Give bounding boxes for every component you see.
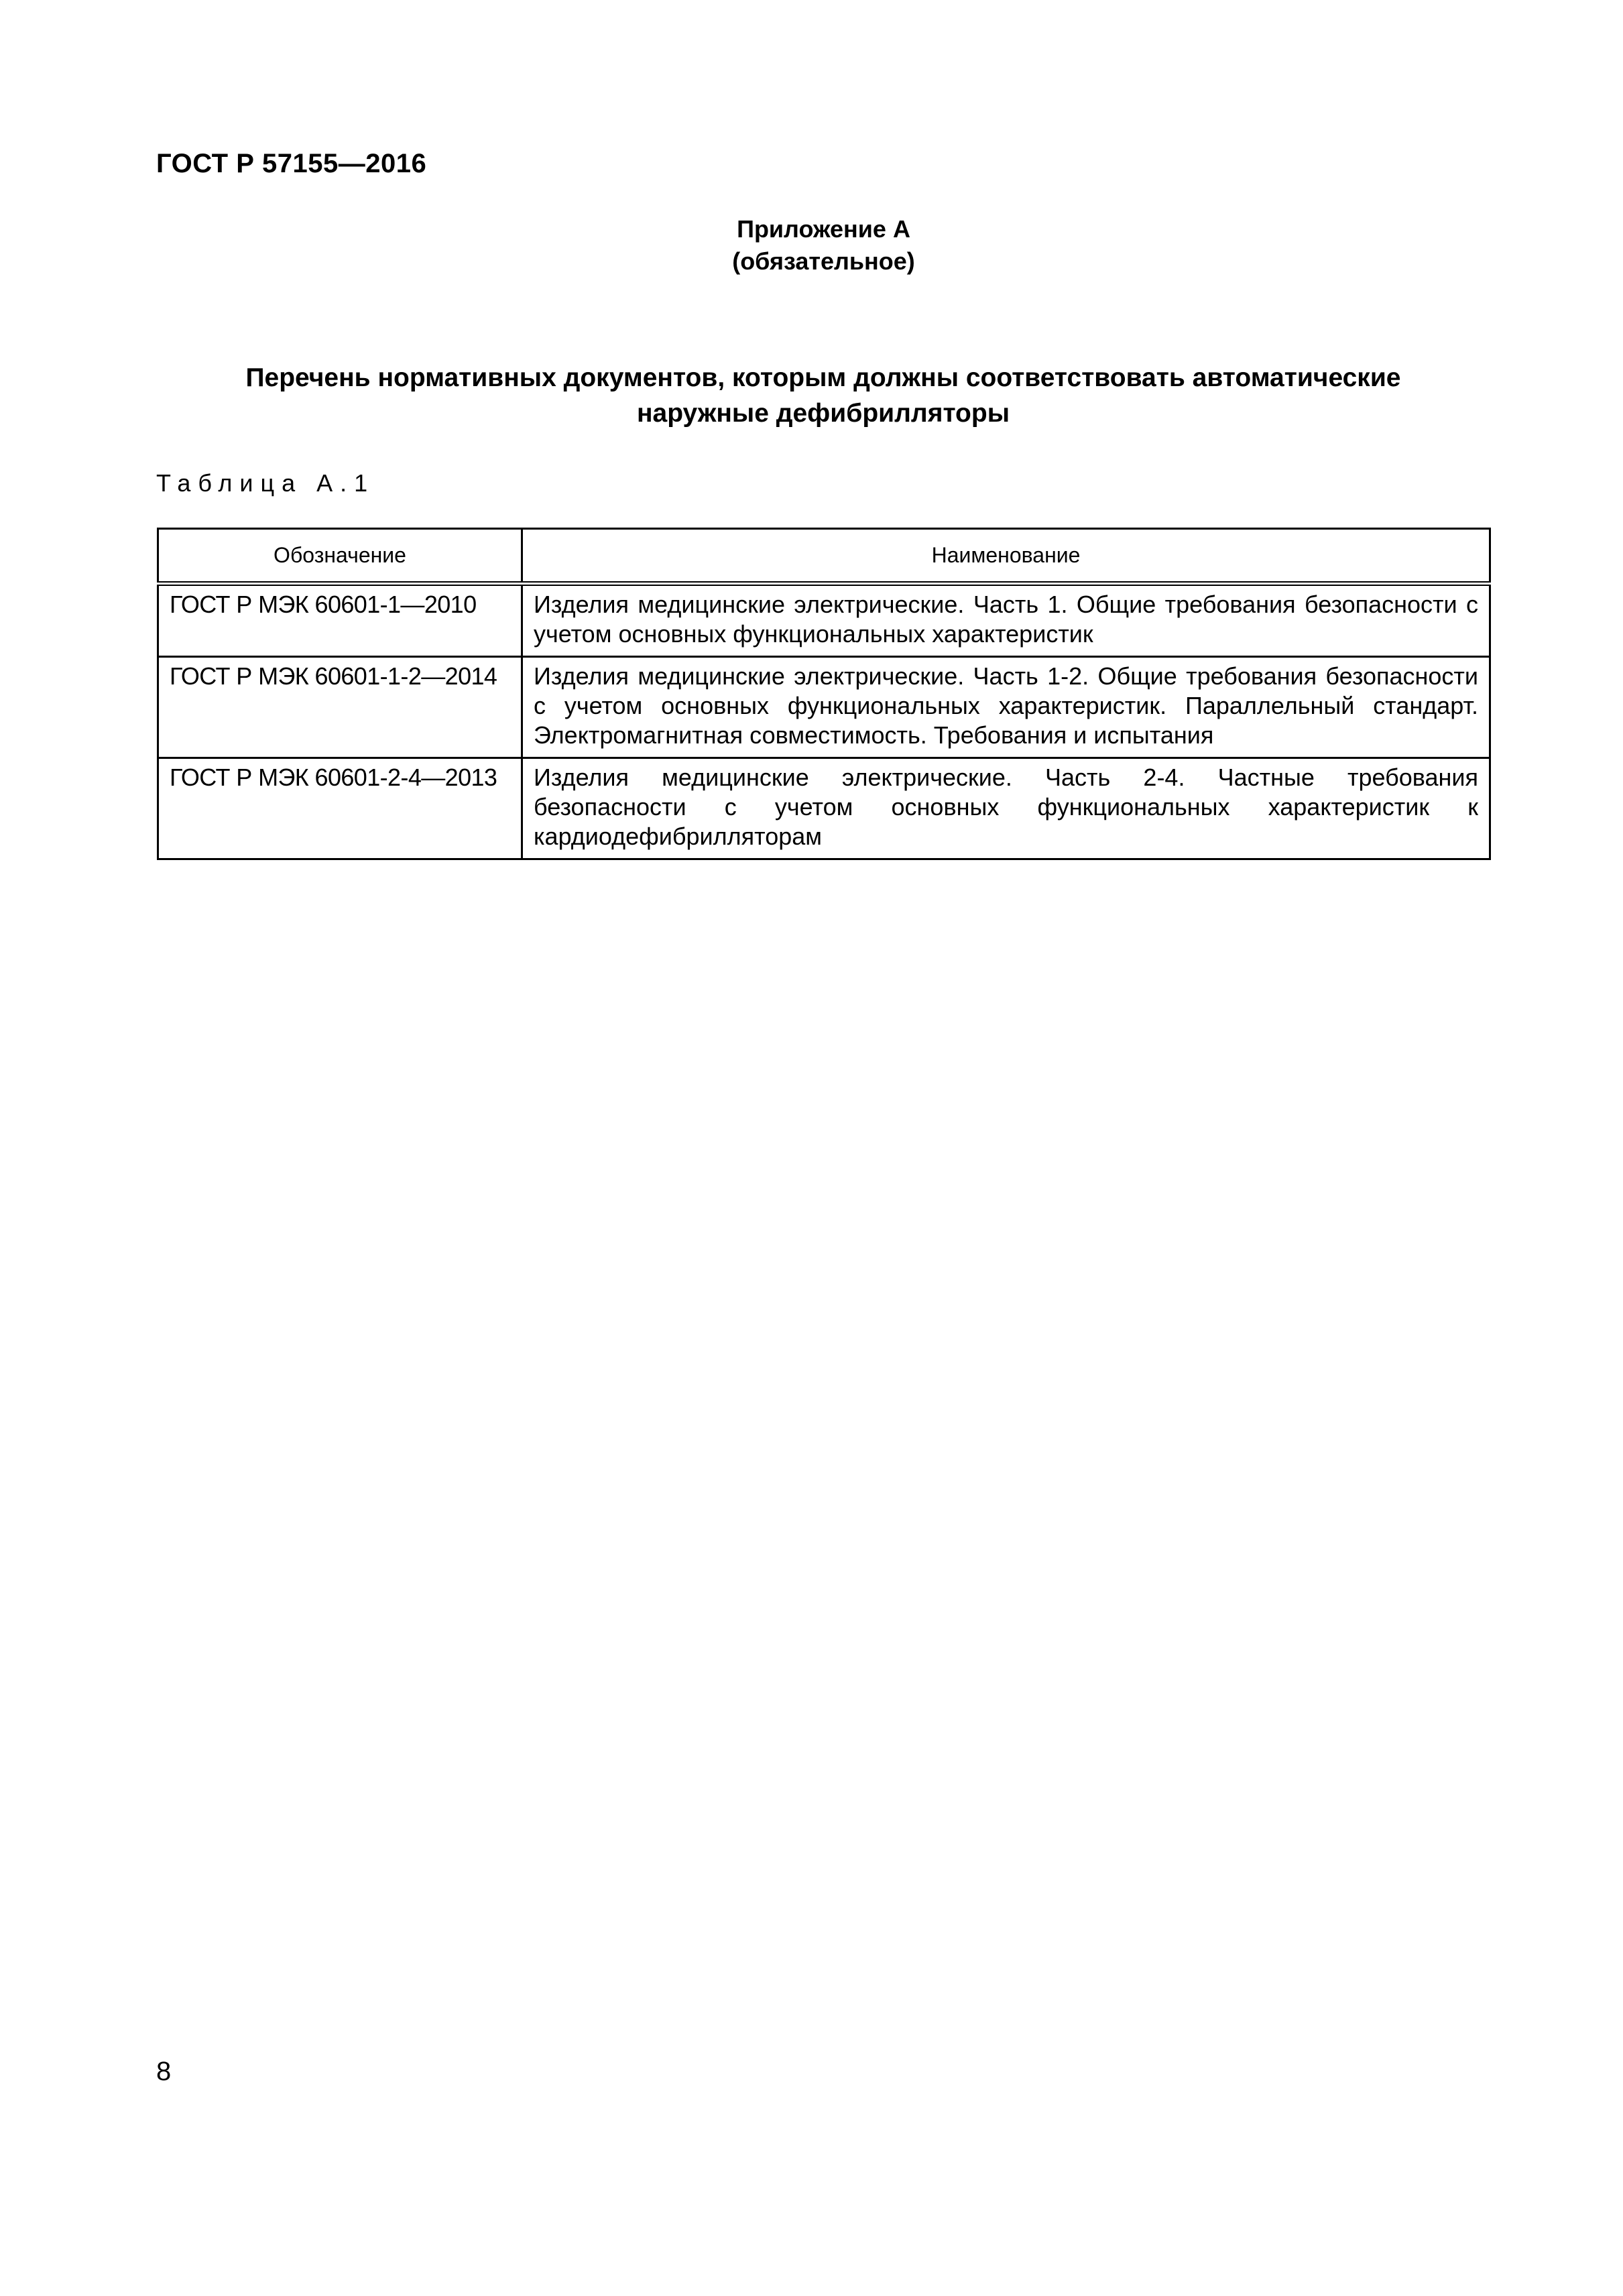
cell-designation: ГОСТ Р МЭК 60601-2-4—2013 [158, 758, 522, 859]
cell-name: Изделия медицинские электрические. Часть 1-2. Общие требования безопасности с учетом основных функциональных характеристик. Параллельный стандарт. Электромагнитная совместимость. Требования и испытания [522, 657, 1490, 758]
annex-status: (обязательное) [732, 247, 915, 275]
page-heading-line-1: Перечень нормативных документов, которым должны соответствовать автоматические [245, 363, 1401, 392]
cell-designation: ГОСТ Р МЭК 60601-1—2010 [158, 584, 522, 657]
document-code: ГОСТ Р 57155—2016 [156, 149, 427, 178]
cell-designation: ГОСТ Р МЭК 60601-1-2—2014 [158, 657, 522, 758]
cell-name: Изделия медицинские электрические. Часть 2-4. Частные требования безопасности с учетом основных функциональных характеристик к кардиодефибрилляторам [522, 758, 1490, 859]
page-heading [156, 360, 1490, 431]
annex-title: Приложение А [737, 215, 910, 243]
table-row [158, 657, 1490, 758]
column-header-designation: Обозначение [158, 529, 522, 584]
table-row [158, 758, 1490, 859]
page-number: 8 [156, 2057, 172, 2086]
cell-name: Изделия медицинские электрические. Часть 1. Общие требования безопасности с учетом основных функциональных характеристик [522, 584, 1490, 657]
page-heading-line-2: наружные дефибрилляторы [636, 399, 1010, 428]
table-row [158, 584, 1490, 657]
table-caption: Таблица А.1 [156, 469, 375, 497]
annex-block [12, 213, 1623, 278]
reference-table [157, 528, 1491, 860]
column-header-name: Наименование [522, 529, 1490, 584]
table-header-row [158, 529, 1490, 584]
